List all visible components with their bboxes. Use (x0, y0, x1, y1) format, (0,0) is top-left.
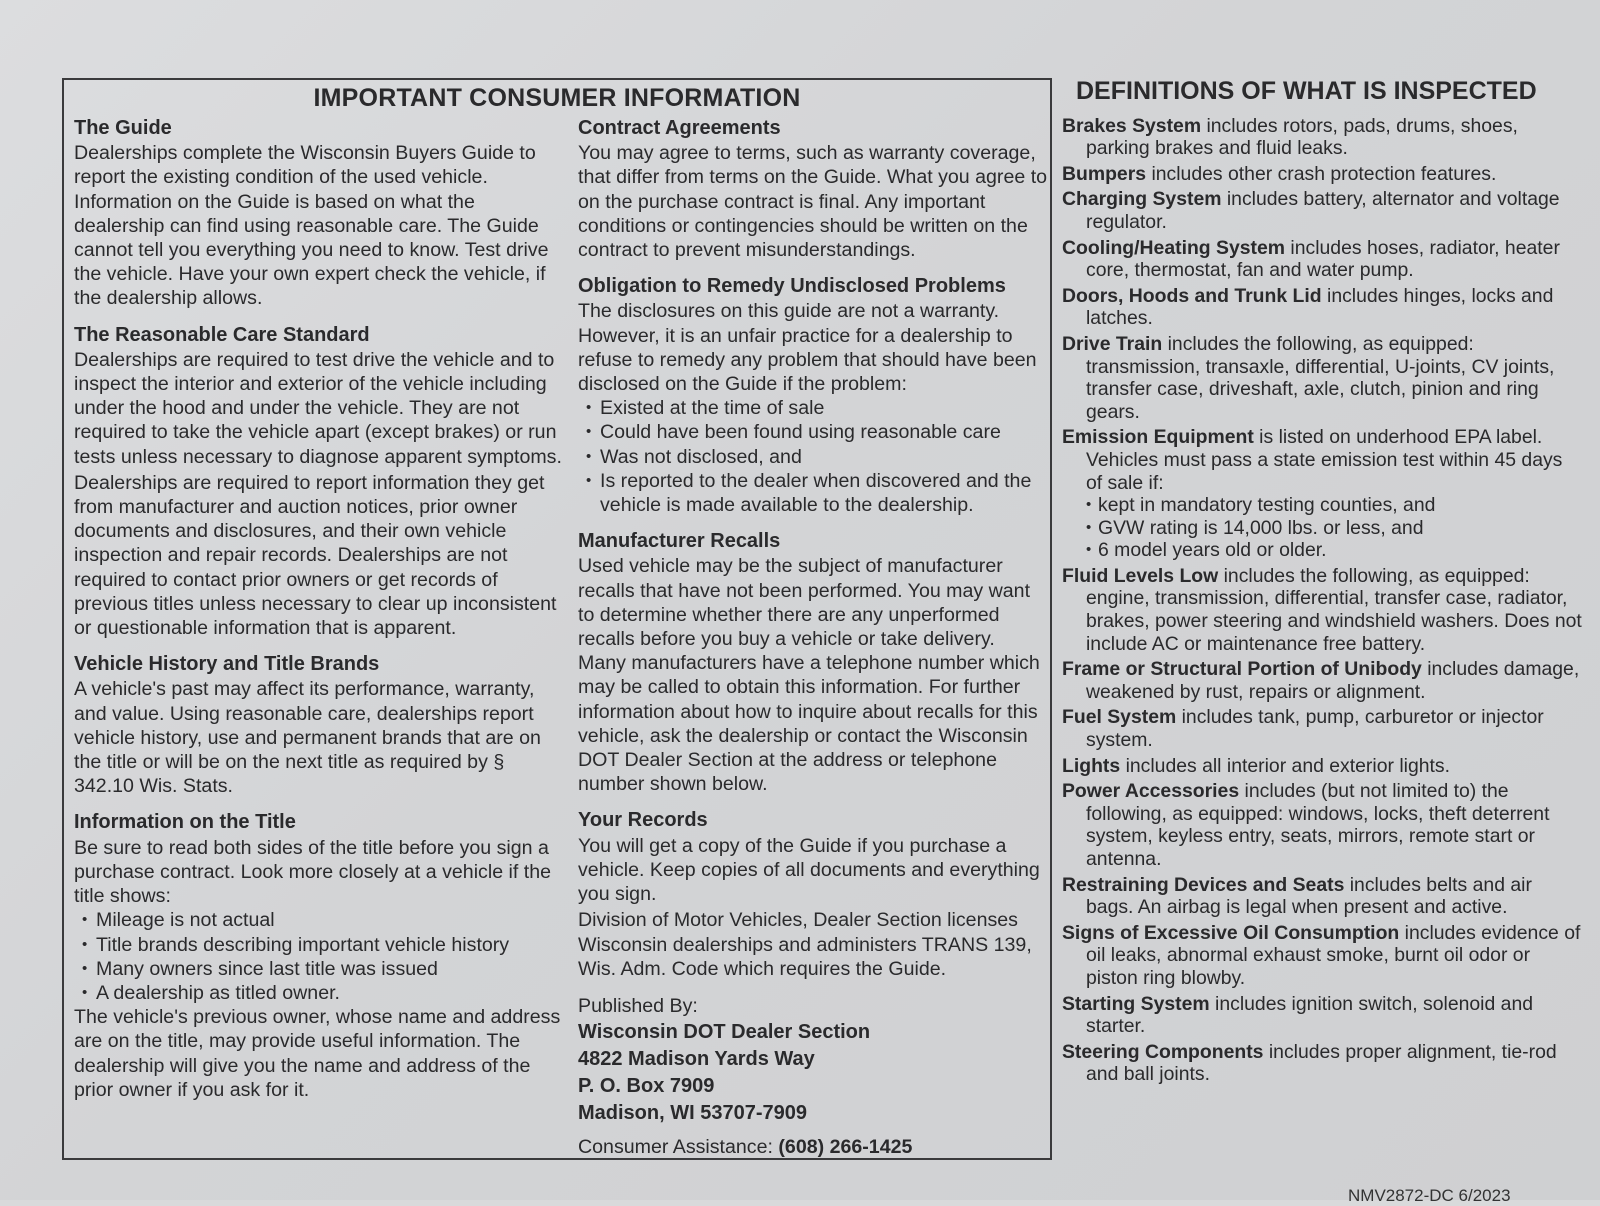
section-title-info (74, 810, 564, 1101)
definition-item (1062, 565, 1582, 655)
definition-term: Restraining Devices and Seats (1062, 873, 1345, 896)
definition-term: Lights (1062, 754, 1121, 777)
section-paragraph: Dealerships are required to test drive the vehicle and to inspect the interior and exterior of the vehicle including under the hood and under the vehicle. They are not required to take the vehicle apart (except brakes) or run tests unless necessary to diagnose apparent symptoms. (74, 348, 562, 468)
list-item: • GVW rating is 14,000 lbs. or less, and (1086, 517, 1582, 540)
definition-text: includes hoses, radiator, heater core, thermostat, fan and water pump. (1086, 236, 1560, 282)
section-reasonable-care (74, 323, 564, 641)
section-paragraph: You will get a copy of the Guide if you purchase a vehicle. Keep copies of all documents and everything you sign. (578, 834, 1040, 906)
definitions-title: DEFINITIONS OF WHAT IS INSPECTED (1076, 77, 1537, 105)
definition-term: Brakes System (1062, 114, 1202, 137)
list-item: • Is reported to the dealer when discovered and the vehicle is made available to the dealership. (578, 469, 1048, 517)
definition-text: includes all interior and exterior lights. (1125, 754, 1450, 777)
list-item: • Could have been found using reasonable care (578, 420, 1048, 444)
consumer-assistance-phone: (608) 266-1425 (778, 1135, 913, 1158)
section-paragraph: Be sure to read both sides of the title before you sign a purchase contract. Look more closely at a vehicle if the title shows: (74, 836, 552, 908)
section-vehicle-history (74, 652, 564, 798)
definition-text: includes damage, weakened by rust, repairs or alignment. (1086, 658, 1580, 703)
definition-item (1062, 658, 1582, 703)
definition-text: includes (but not limited to) the following, as equipped: windows, locks, theft deterrent system, keyless entry, seats, mirrors, remote start or antenna. (1086, 780, 1550, 870)
section-heading: Contract Agreements (578, 117, 781, 139)
list-item: • Many owners since last title was issued (74, 957, 564, 981)
definition-term: Drive Train (1062, 332, 1163, 355)
consumer-assistance-line (578, 1135, 1048, 1159)
definition-item (1062, 115, 1582, 160)
list-item: • Existed at the time of sale (578, 396, 1048, 420)
definition-text: includes ignition switch, solenoid and starter. (1086, 992, 1534, 1038)
definition-text: includes the following, as equipped: engine, transmission, differential, transfer case, radiator, brakes, power steering and windshield washers. Does not include AC or maintenance free battery. (1086, 564, 1582, 655)
section-heading: Your Records (578, 809, 708, 832)
definition-item (1062, 780, 1582, 870)
section-heading: Manufacturer Recalls (578, 530, 781, 553)
definition-text: includes rotors, pads, drums, shoes, parking brakes and fluid leaks. (1086, 114, 1518, 160)
section-paragraph: You may agree to terms, such as warranty coverage, that differ from terms on the Guide. What you agree to on the purchase contract is final. Any important conditions or contingencies should be written on the contract to prevent misunderstandings. (578, 142, 1048, 262)
problem-criteria-list (578, 396, 1048, 517)
section-paragraph: Dealerships complete the Wisconsin Buyers Guide to report the existing condition of the used vehicle. Information on the Guide is based on what the dealership can find using reasonable care. The Guide cannot tell you everything you need to know. Test drive the vehicle. Have your own expert check the vehicle, if the dealership allows. (74, 142, 549, 310)
definition-text: includes belts and air bags. An airbag is legal when present and active. (1086, 873, 1532, 919)
section-paragraph: The vehicle's previous owner, whose name and address are on the title, may provide useful information. The dealership will give you the name and address of the prior owner if you ask for it. (74, 1006, 561, 1101)
definition-term: Power Accessories (1062, 780, 1240, 803)
definition-item (1062, 874, 1582, 919)
definition-text: includes other crash protection features. (1151, 162, 1497, 185)
published-by-label: Published By: (578, 994, 698, 1017)
consumer-info-column-1 (74, 116, 564, 1114)
definition-item (1062, 333, 1582, 423)
definition-item (1062, 993, 1582, 1038)
definition-text: includes battery, alternator and voltage regulator. (1086, 188, 1560, 233)
definition-term: Bumpers (1062, 162, 1147, 185)
emission-criteria-list (1086, 494, 1582, 562)
section-the-guide (74, 116, 564, 311)
definition-item (1062, 188, 1582, 233)
definition-item (1062, 163, 1582, 186)
definition-term: Fluid Levels Low (1062, 564, 1219, 587)
definition-term: Signs of Excessive Oil Consumption (1062, 921, 1400, 944)
consumer-info-column-2 (578, 116, 1048, 1159)
list-item: • Title brands describing important vehicle history (74, 933, 564, 957)
publisher-street: 4822 Madison Yards Way (578, 1047, 815, 1070)
definition-item (1062, 237, 1582, 282)
definition-term: Fuel System (1062, 706, 1177, 729)
publisher-name: Wisconsin DOT Dealer Section (578, 1020, 871, 1043)
form-number: NMV2872-DC 6/2023 (1348, 1186, 1511, 1205)
list-item: • A dealership as titled owner. (74, 981, 564, 1005)
publisher-block (578, 993, 1048, 1159)
definition-item (1062, 426, 1582, 562)
definition-term: Charging System (1062, 188, 1222, 211)
list-item: • Was not disclosed, and (578, 445, 1048, 469)
section-heading: Information on the Title (74, 811, 296, 834)
definition-text: includes proper alignment, tie-rod and ball joints. (1086, 1040, 1557, 1086)
section-heading: Obligation to Remedy Undisclosed Problems (578, 275, 1006, 298)
publisher-city: Madison, WI 53707-7909 (578, 1101, 807, 1124)
section-contract-agreements (578, 116, 1048, 262)
publisher-po-box: P. O. Box 7909 (578, 1074, 715, 1097)
definition-text: is listed on underhood EPA label. Vehicles must pass a state emission test within 45 days of sale if: (1086, 426, 1563, 494)
definition-term: Emission Equipment (1062, 426, 1254, 449)
definition-term: Steering Components (1062, 1040, 1264, 1063)
definition-text: includes evidence of oil leaks, abnormal exhaust smoke, burnt oil odor or piston ring blowby. (1086, 921, 1581, 989)
section-paragraph: A vehicle's past may affect its performance, warranty, and value. Using reasonable care, dealerships report vehicle history, use and permanent brands that are on the title or will be on the next title as required by § 342.10 Wis. Stats. (74, 678, 541, 798)
definition-item (1062, 1041, 1582, 1086)
list-item: • Mileage is not actual (74, 908, 564, 932)
title-warning-list (74, 908, 564, 1005)
consumer-info-title: IMPORTANT CONSUMER INFORMATION (313, 84, 801, 112)
section-paragraph: Dealerships are required to report information they get from manufacturer and auction notices, prior owner documents and disclosures, and their own vehicle inspection and repair records. Dealerships are not required to contact prior owners or get records of previous titles unless necessary to clear up inconsistent or questionable information that is apparent. (74, 471, 557, 640)
section-paragraph: Division of Motor Vehicles, Dealer Section licenses Wisconsin dealerships and administers TRANS 139, Wis. Adm. Code which requires the Guide. (578, 909, 1032, 980)
section-your-records (578, 808, 1048, 980)
section-heading: Vehicle History and Title Brands (74, 653, 380, 676)
definitions-panel (1062, 77, 1582, 1089)
section-heading: The Guide (74, 117, 172, 139)
definition-item (1062, 706, 1582, 751)
section-paragraph: Used vehicle may be the subject of manufacturer recalls that have not been performed. You may want to determine whether there are any unperformed recalls before you buy a vehicle or take delivery. Many manufacturers have a telephone number which may be called to obtain this information. For further information about how to inquire about recalls for this vehicle, ask the dealership or contact the Wisconsin DOT Dealer Section at the address or telephone number shown below. (578, 555, 1040, 796)
consumer-info-box (62, 78, 1052, 1160)
definition-item (1062, 922, 1582, 990)
definition-text: includes tank, pump, carburetor or injector system. (1086, 706, 1544, 752)
section-paragraph: The disclosures on this guide are not a warranty. However, it is an unfair practice for a dealership to refuse to remedy any problem that should have been disclosed on the Guide if the problem: (578, 300, 1037, 396)
list-item: • kept in mandatory testing counties, and (1086, 494, 1582, 517)
definition-text: includes the following, as equipped: transmission, transaxle, differential, U-joints, CV joints, transfer case, driveshaft, axle, clutch, pinion and ring gears. (1086, 332, 1555, 423)
definition-text: includes hinges, locks and latches. (1086, 284, 1554, 330)
section-manufacturer-recalls (578, 529, 1048, 796)
section-heading: The Reasonable Care Standard (74, 323, 370, 346)
definition-term: Cooling/Heating System (1062, 236, 1286, 259)
section-obligation (578, 274, 1048, 517)
definition-item (1062, 285, 1582, 330)
list-item: • 6 model years old or older. (1086, 539, 1582, 562)
definition-term: Frame or Structural Portion of Unibody (1062, 658, 1422, 681)
definition-term: Starting System (1062, 992, 1210, 1015)
consumer-assistance-label: Consumer Assistance: (578, 1135, 773, 1158)
definition-term: Doors, Hoods and Trunk Lid (1062, 284, 1322, 307)
definition-item (1062, 755, 1582, 778)
